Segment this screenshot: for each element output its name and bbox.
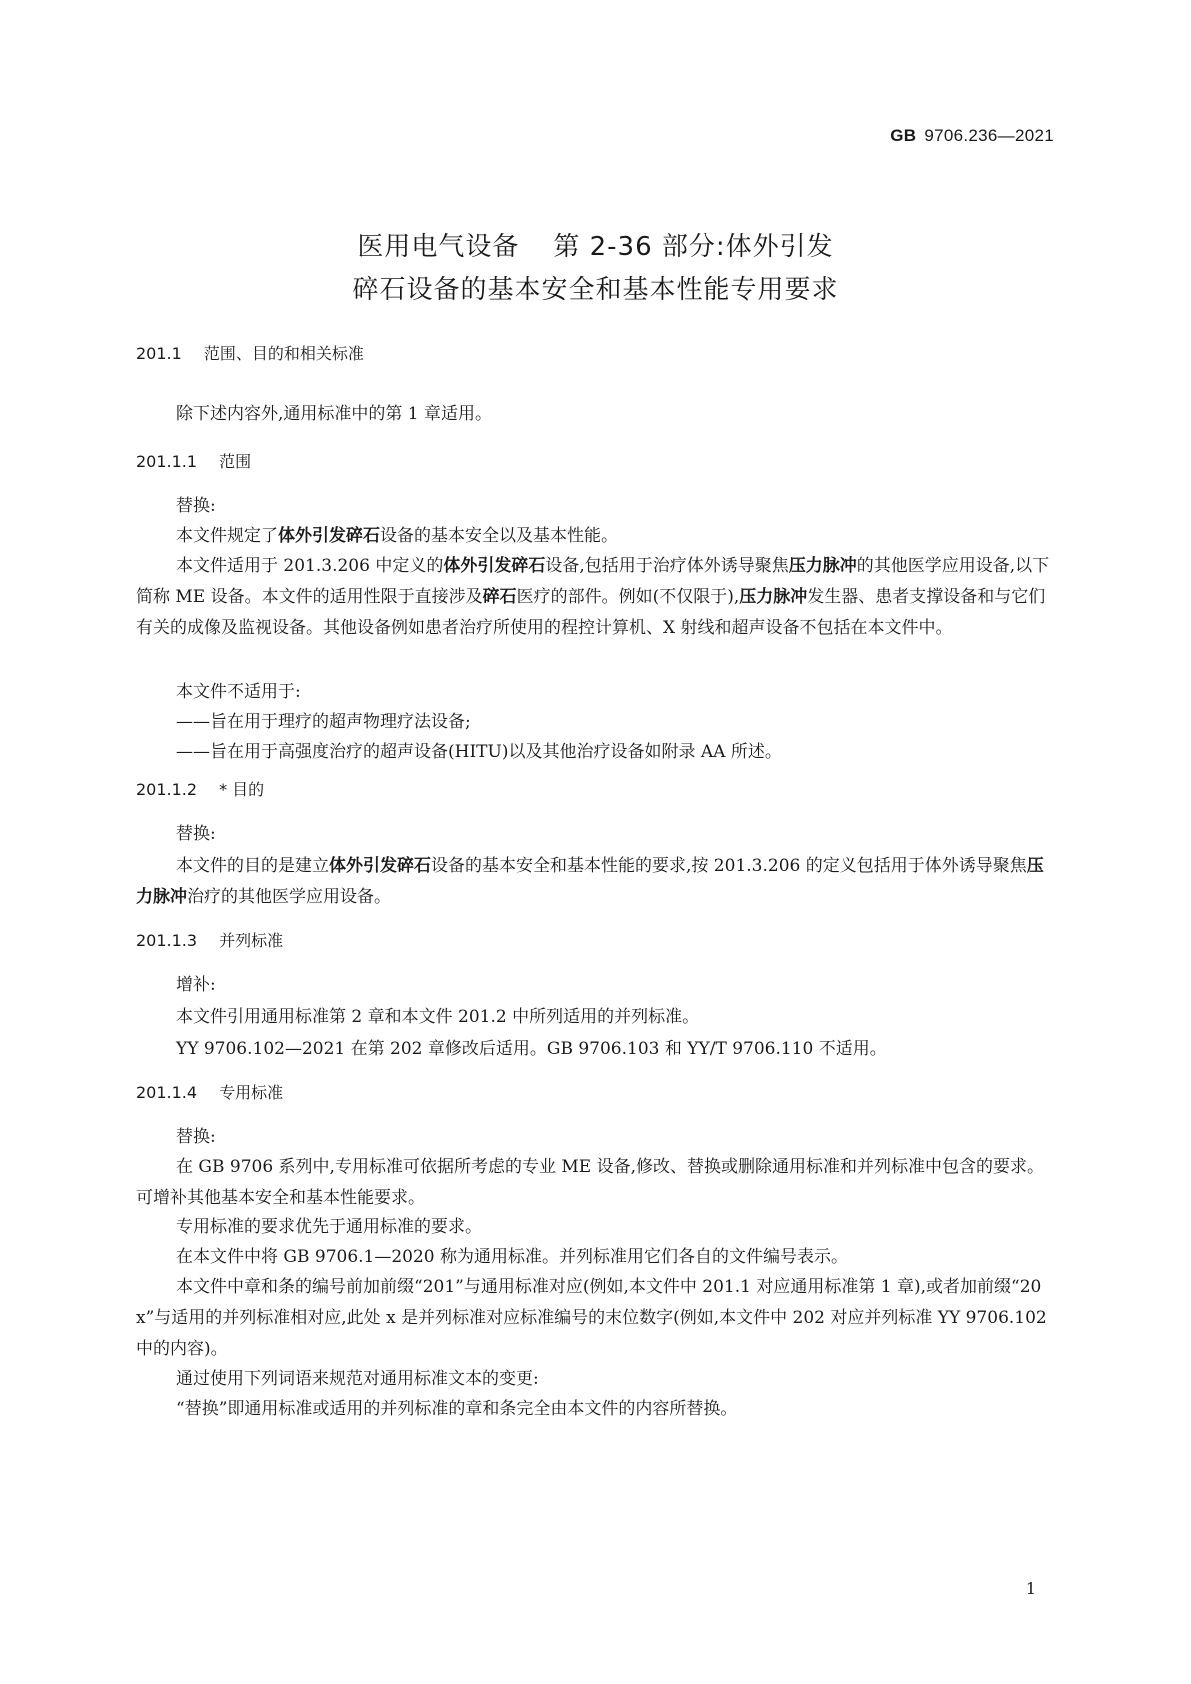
section-heading-201-1-4 — [136, 1082, 283, 1104]
paragraph: 本文件的目的是建立体外引发碎石设备的基本安全和基本性能的要求,按 201.3.206 的定义包括用于体外诱导聚焦压力脉冲治疗的其他医学应用设备。 — [136, 856, 1044, 907]
paragraph: “替换”即通用标准或适用的并列标准的章和条完全由本文件的内容所替换。 — [176, 1399, 738, 1419]
title-line-1 — [0, 226, 1191, 269]
section-number: 201.1.4 — [136, 1083, 198, 1102]
defined-term: 压力脉冲 — [788, 556, 857, 576]
paragraph: 本文件引用通用标准第 2 章和本文件 201.2 中所列适用的并列标准。 — [176, 1007, 700, 1027]
list-item: ——旨在用于理疗的超声物理疗法设备; — [176, 712, 471, 732]
defined-term: 体外引发碎石 — [329, 856, 431, 876]
section-heading-201-1-2 — [136, 779, 264, 801]
paragraph: 本文件适用于 201.3.206 中定义的体外引发碎石设备,包括用于治疗体外诱导聚焦压力脉冲的其他医学应用设备,以下简称 ME 设备。本文件的适用性限于直接涉及碎石医疗的部件。例如(不仅限于),压力脉冲发生器、患者支撑设备和与它们有关的成像及监视设备。其他设备例如患者治疗所使用的程控计算机、X 射线和超声设备不包括在本文件中。 — [136, 556, 1050, 638]
page-number: 1 — [1025, 1579, 1036, 1598]
section-title: 范围、目的和相关标准 — [203, 344, 364, 363]
section-title: 范围 — [219, 452, 252, 471]
section-number: 201.1 — [136, 344, 182, 363]
paragraph: 本文件中章和条的编号前加前缀“201”与通用标准对应(例如,本文件中 201.1 对应通用标准第 1 章),或者加前缀“20x”与适用的并列标准相对应,此处 x 是并列标准对应标准编号的末位数字(例如,本文件中 202 对应并列标准 YY 9706.102 中的内容)。 — [136, 1277, 1047, 1359]
paragraph: 本文件规定了体外引发碎石设备的基本安全以及基本性能。 — [176, 526, 618, 546]
paragraph: 替换: — [176, 496, 216, 516]
paragraph: 除下述内容外,通用标准中的第 1 章适用。 — [176, 404, 493, 424]
section-number: 201.1.3 — [136, 931, 198, 950]
defined-term: 体外引发碎石 — [278, 526, 380, 546]
standard-prefix: GB — [890, 126, 917, 145]
defined-term: 压力脉冲 — [739, 587, 808, 607]
title-line-2: 碎石设备的基本安全和基本性能专用要求 — [352, 275, 839, 305]
section-number: 201.1.2 — [136, 780, 198, 799]
standard-number: 9706.236—2021 — [924, 126, 1054, 145]
list-item: ——旨在用于高强度治疗的超声设备(HITU)以及其他治疗设备如附录 AA 所述。 — [176, 742, 782, 762]
defined-term: 压力脉冲 — [136, 856, 1044, 907]
section-heading-201-1-3 — [136, 930, 283, 952]
paragraph: 替换: — [176, 1127, 216, 1147]
section-heading-201-1-1 — [136, 451, 251, 473]
section-title: 专用标准 — [219, 1083, 284, 1102]
paragraph: 替换: — [176, 824, 216, 844]
section-title: 并列标准 — [219, 931, 284, 950]
paragraph: 专用标准的要求优先于通用标准的要求。 — [176, 1217, 482, 1237]
title-part-b: 第 2-36 部分:体外引发 — [553, 232, 834, 262]
paragraph: 在本文件中将 GB 9706.1—2020 称为通用标准。并列标准用它们各自的文件编号表示。 — [176, 1247, 849, 1267]
paragraph: 在 GB 9706 系列中,专用标准可依据所考虑的专业 ME 设备,修改、替换或删除通用标准和并列标准中包含的要求。可增补其他基本安全和基本性能要求。 — [136, 1157, 1044, 1208]
paragraph: 通过使用下列词语来规范对通用标准文本的变更: — [176, 1369, 539, 1389]
section-title: * 目的 — [219, 780, 265, 799]
standard-code-header — [890, 126, 1054, 146]
paragraph: YY 9706.102—2021 在第 202 章修改后适用。GB 9706.103 和 YY/T 9706.110 不适用。 — [176, 1039, 887, 1059]
defined-term: 碎石 — [482, 587, 517, 607]
paragraph: 本文件不适用于: — [176, 682, 301, 702]
title-part-a: 医用电气设备 — [357, 232, 520, 262]
section-heading-201-1 — [136, 343, 364, 365]
defined-term: 体外引发碎石 — [443, 556, 546, 576]
document-title — [0, 226, 1191, 312]
paragraph: 增补: — [176, 975, 216, 995]
section-number: 201.1.1 — [136, 452, 198, 471]
